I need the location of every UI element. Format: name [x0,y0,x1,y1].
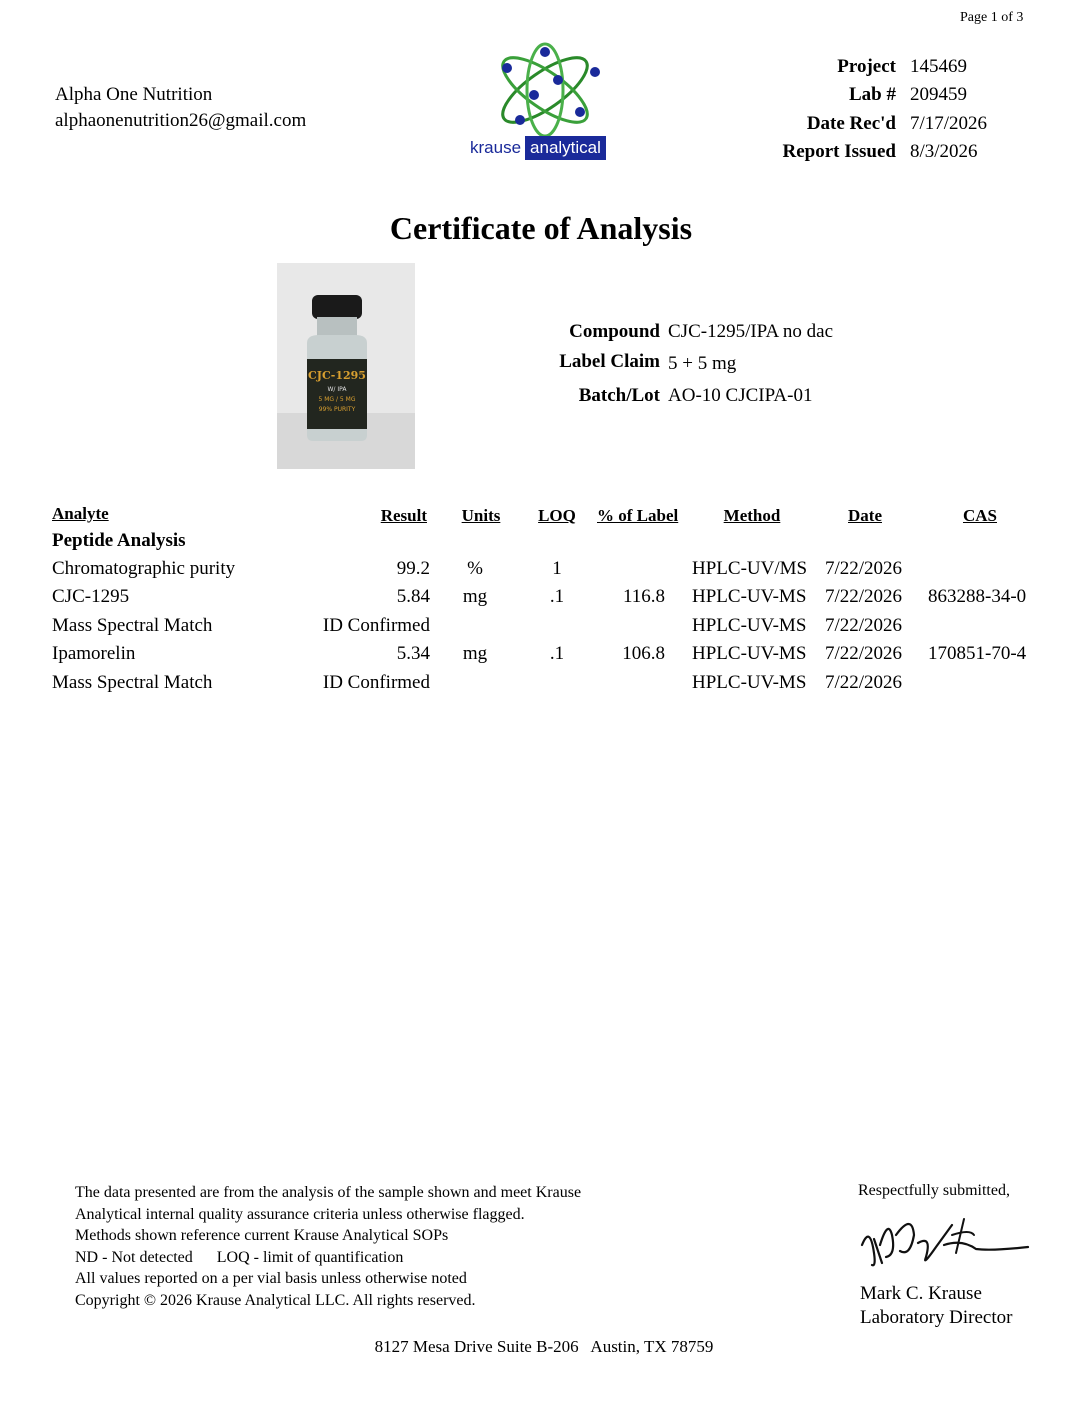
table-row-date: 7/22/2026 [825,643,903,664]
col-header-method: Method [723,506,781,525]
vial-label-name: CJC-1295 [308,369,366,382]
date-recd-label: Date Rec'd [806,113,896,134]
table-row-date: 7/22/2026 [825,558,903,579]
vial-image [277,263,415,469]
table-row-result: 5.34 [396,643,430,664]
footer-line: Analytical internal quality assurance criteria unless otherwise flagged. [75,1205,525,1223]
table-row-date: 7/22/2026 [825,586,903,607]
table-row-result: ID Confirmed [322,672,430,693]
section-title: Peptide Analysis [52,530,186,551]
compound-label: Compound [569,321,660,342]
table-row-method: HPLC-UV-MS [692,615,807,636]
batch-lot-label: Batch/Lot [578,385,660,406]
signer-name: Mark C. Krause [860,1283,982,1304]
sample-vial-photo [277,263,415,469]
table-row-date: 7/22/2026 [825,615,903,636]
label-claim-label: Label Claim [559,351,660,372]
logo-word-analytical: analytical [525,136,606,160]
batch-lot-value: AO-10 CJCIPA-01 [668,385,813,406]
col-header-date: Date [848,506,882,525]
table-row-pct-label: 106.8 [622,643,665,664]
footer-notes [75,1182,581,1311]
table-row-method: HPLC-UV/MS [692,558,808,579]
table-row-analyte: Chromatographic purity [52,558,236,579]
table-row-analyte: CJC-1295 [52,586,130,607]
col-header-pct-label: % of Label [597,506,679,525]
table-row-analyte: Ipamorelin [52,643,136,664]
col-header-analyte: Analyte [52,504,109,523]
table-row-loq: .1 [549,586,565,607]
document-title: Certificate of Analysis [389,210,693,246]
table-row-cas: 170851-70-4 [928,643,1027,664]
client-email: alphaonenutrition26@gmail.com [55,110,307,131]
label-claim-value: 5 + 5 mg [668,353,737,374]
table-row-method: HPLC-UV-MS [692,586,807,607]
table-row-date: 7/22/2026 [825,672,903,693]
lab-label: Lab # [849,84,896,105]
col-header-loq: LOQ [538,506,576,525]
table-row-analyte: Mass Spectral Match [52,615,213,636]
table-row-method: HPLC-UV-MS [692,643,807,664]
footer-line: ND - Not detected LOQ - limit of quantification [75,1248,404,1266]
vial-label-line1: W/ IPA [327,386,347,393]
footer-line: Copyright © 2026 Krause Analytical LLC. All rights reserved. [75,1291,476,1309]
vial-label-line2: 5 MG / 5 MG [318,396,356,403]
meta-report-issued-row [660,138,896,166]
table-row-pct-label: 116.8 [622,586,665,607]
table-row-units: % [467,558,483,579]
meta-project-row [660,53,896,81]
date-recd: 7/17/2026 [910,113,988,134]
lab-address: 8127 Mesa Drive Suite B-206 Austin, TX 78759 [374,1337,714,1356]
table-row-loq: .1 [549,643,565,664]
logo-word-krause: krause [470,138,522,157]
vial-label-line3: 99% PURITY [318,406,356,413]
col-header-units: Units [461,506,501,525]
meta-date-recd-row [660,110,896,138]
project-number: 145469 [910,56,967,77]
footer-line: The data presented are from the analysis of the sample shown and meet Krause [75,1184,582,1201]
footer-line: All values reported on a per vial basis unless otherwise noted [75,1270,467,1287]
table-row-analyte: Mass Spectral Match [52,672,213,693]
table-row-loq: 1 [552,558,562,579]
krause-analytical-logo [460,40,630,168]
table-row-cas: 863288-34-0 [928,586,1027,607]
atom-icon [460,40,630,140]
footer-line: Methods shown reference current Krause Analytical SOPs [75,1227,449,1244]
table-row-result: 99.2 [396,558,430,579]
report-issued-label: Report Issued [782,141,896,162]
table-row-units: mg [462,586,488,607]
table-row-units: mg [462,643,488,664]
lab-number: 209459 [910,84,967,105]
table-row-method: HPLC-UV-MS [692,672,807,693]
table-row-result: ID Confirmed [322,615,430,636]
col-header-result: Result [380,506,427,525]
signatory [860,1282,1012,1330]
table-row-result: 5.84 [396,586,430,607]
meta-lab-row [660,81,896,109]
report-issued: 8/3/2026 [910,141,978,162]
respectfully-submitted: Respectfully submitted, [858,1182,1010,1199]
page-number: Page 1 of 3 [960,10,1024,25]
client-name: Alpha One Nutrition [55,84,213,105]
signer-title: Laboratory Director [860,1307,1013,1328]
signature-image [852,1205,1032,1275]
logo-wordmark [470,136,606,160]
compound-value: CJC-1295/IPA no dac [668,321,834,342]
project-label: Project [837,56,896,77]
col-header-cas: CAS [962,506,997,525]
